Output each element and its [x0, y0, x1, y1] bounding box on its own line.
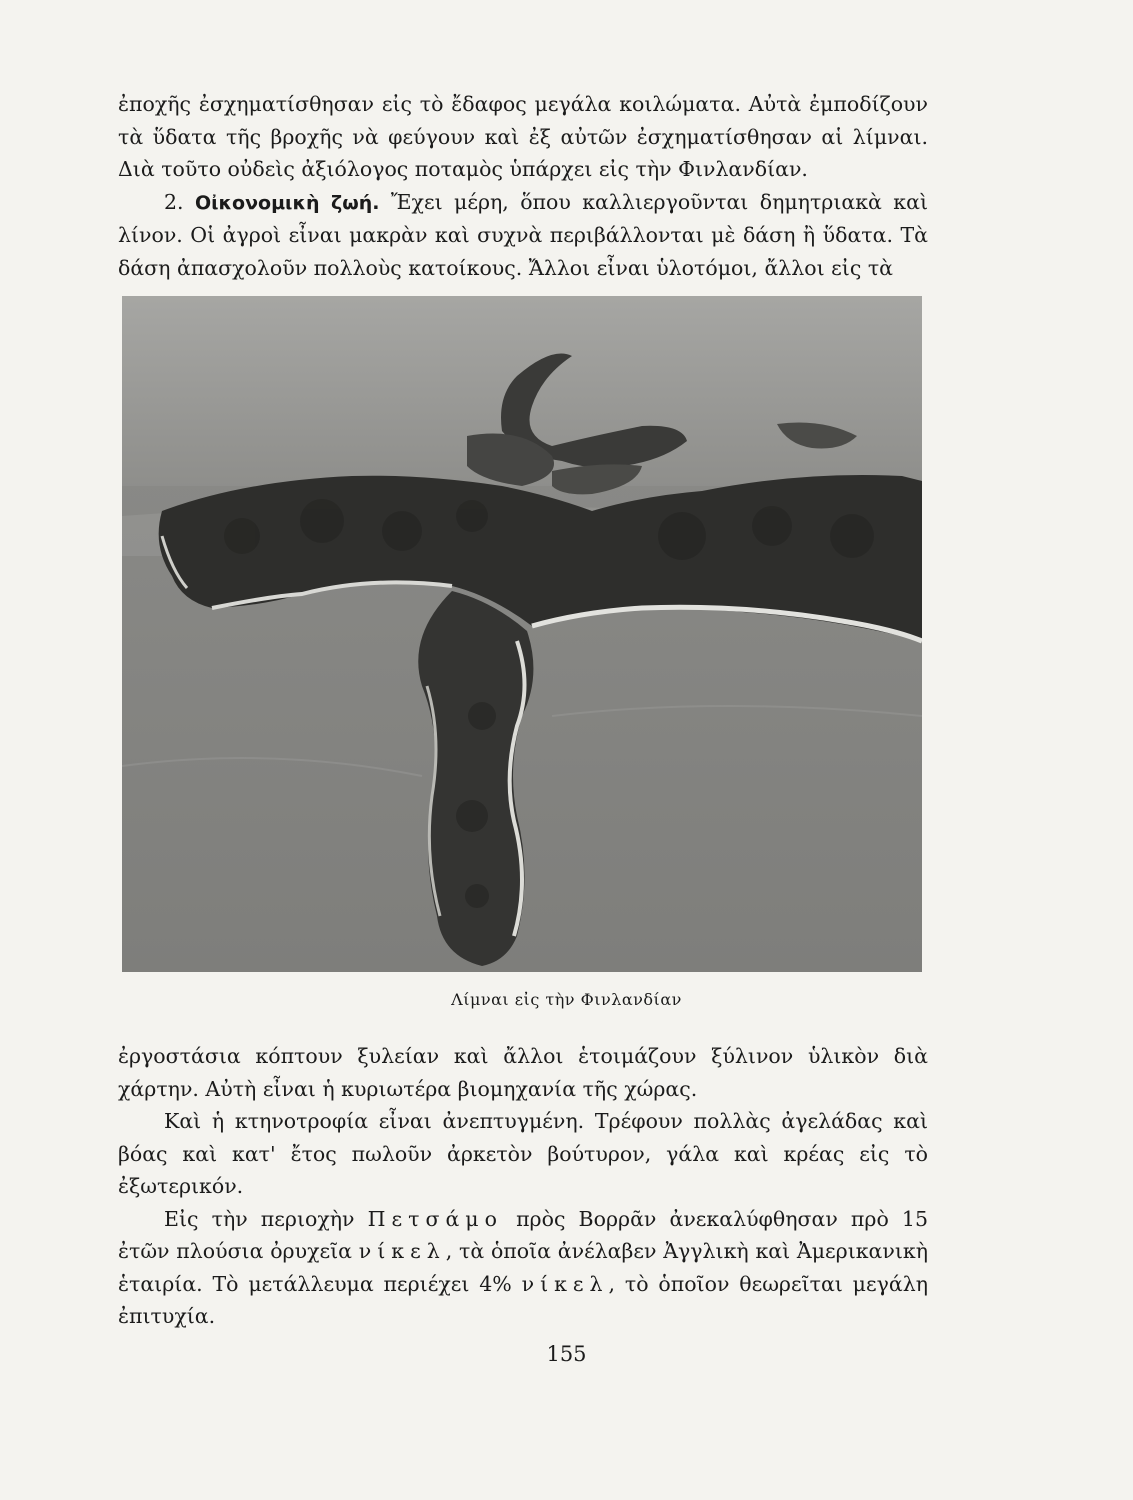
- section-body: Ἔχει μέρη, ὅπου καλλιεργοῦνται δημητριακὰ καὶ λίνον. Οἱ ἀγροὶ εἶναι μακρὰν καὶ συχνὰ περιβάλλονται μὲ δάση ἢ ὕδατα. Τὰ δάση ἀπασχολοῦν πολλοὺς κατοίκους. Ἄλλοι εἶναι ὑλοτόμοι, ἄλλοι εἰς τὰ: [118, 189, 928, 280]
- metal-name-nickel: νίκελ: [358, 1239, 446, 1263]
- text-segment: Εἰς τὴν περιοχὴν: [164, 1206, 368, 1231]
- metal-name-nickel: νίκελ: [521, 1271, 609, 1296]
- paragraph-industry: ἐργοστάσια κόπτουν ξυλείαν καὶ ἄλλοι ἑτοιμάζουν ξύλινον ὑλικὸν διὰ χάρτην. Αὐτὴ εἶναι ἡ κυριωτέρα βιομηχανία τῆς χώρας.: [118, 1044, 928, 1101]
- aerial-lakes-photograph: [122, 296, 922, 972]
- photo-caption: Λίμναι εἰς τὴν Φινλανδίαν: [451, 990, 682, 1009]
- section-number: 2.: [164, 189, 184, 214]
- bottom-text-block: [118, 1040, 928, 1333]
- top-text-block: [118, 88, 928, 284]
- paragraph-livestock: Καὶ ἡ κτηνοτροφία εἶναι ἀνεπτυγμένη. Τρέφουν πολλὰς ἀγελάδας καὶ βόας καὶ κατ' ἔτος πωλοῦν ἀρκετὸν βούτυρον, γάλα καὶ κρέας εἰς τὸ ἐξωτερικόν.: [118, 1109, 928, 1198]
- paragraph-economic-life: [118, 186, 928, 285]
- section-heading: Οἰκονομικὴ ζωή.: [194, 191, 380, 214]
- place-name-petsamo: Πετσάμο: [367, 1206, 503, 1231]
- page-number: 155: [546, 1342, 587, 1366]
- aerial-photo-illustration: [122, 296, 922, 972]
- text-segment: , τὸ ὁποῖον θεωρεῖται μεγάλη ἐπιτυχία.: [118, 1271, 928, 1328]
- text-segment: πρὸς Βορρᾶν ἀνεκαλύφθησαν πρὸ 15 ἐτῶν πλούσια ὀρυχεῖα: [118, 1206, 928, 1263]
- paragraph-lakes-formation: ἐποχῆς ἐσχηματίσθησαν εἰς τὸ ἔδαφος μεγάλα κοιλώματα. Αὐτὰ ἐμποδίζουν τὰ ὕδατα τῆς βροχῆς νὰ φεύγουν καὶ ἐξ αὐτῶν ἐσχηματίσθησαν αἱ λίμναι. Διὰ τοῦτο οὐδεὶς ἀξιόλογος ποταμὸς ὑπάρχει εἰς τὴν Φινλανδίαν.: [118, 92, 928, 181]
- text-segment: , τὰ ὁποῖα ἀνέλαβεν Ἀγγλικὴ καὶ Ἀμερικανικὴ ἑταιρία. Τὸ μετάλλευμα περιέχει 4%: [118, 1239, 928, 1296]
- paragraph-nickel-mines: [118, 1203, 928, 1333]
